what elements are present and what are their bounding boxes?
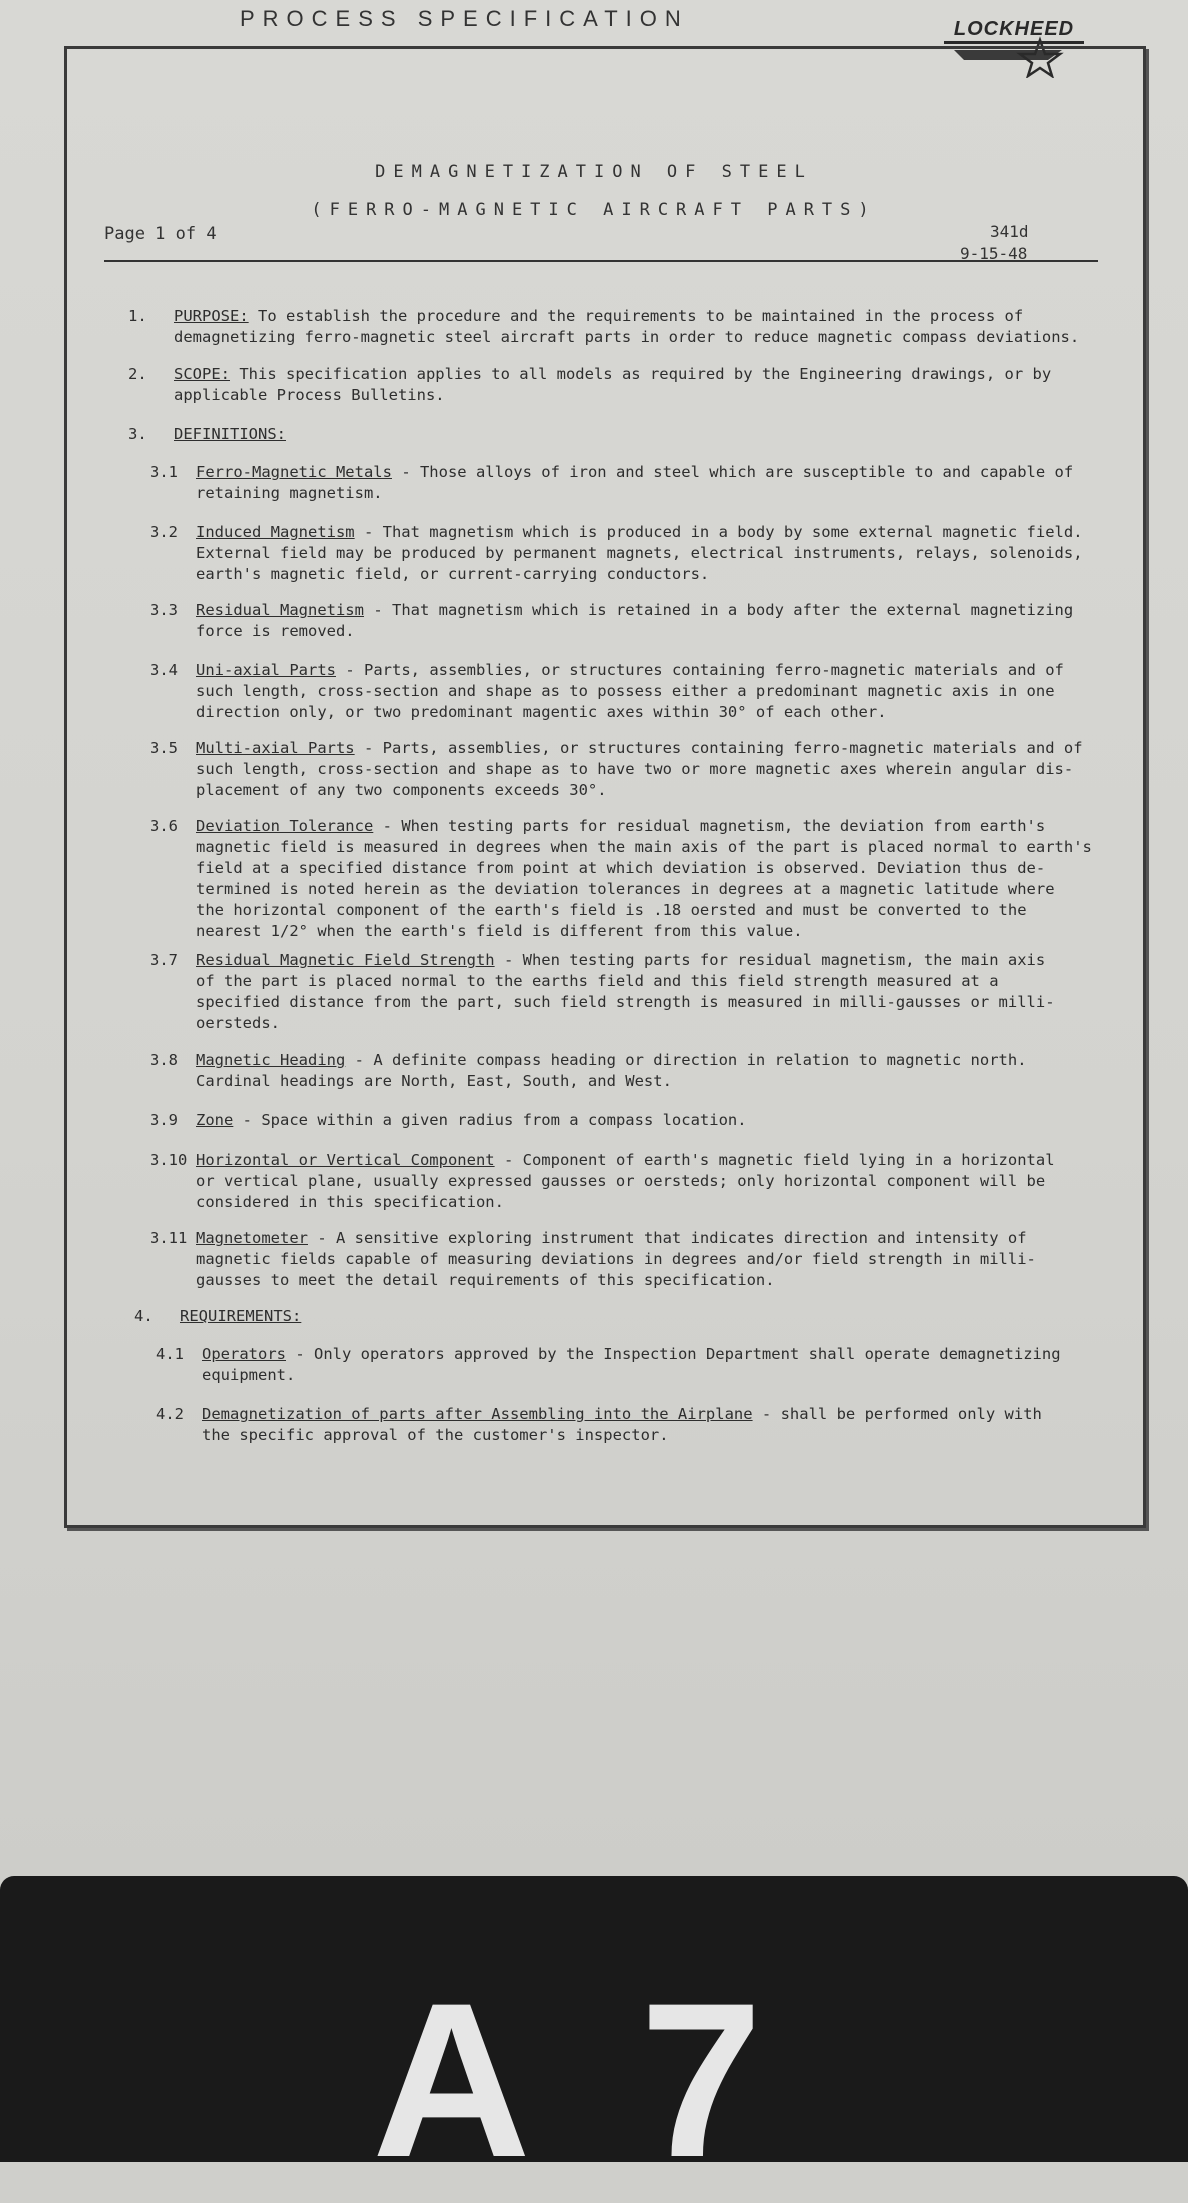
definition-3-3: 3.3 Residual Magnetism - That magnetism which is retained in a body after the external magnetizing force is removed. (150, 601, 1074, 640)
definition-3-1: 3.1 Ferro-Magnetic Metals - Those alloys of iron and steel which are susceptible to and capable of retaining magnetism. (150, 463, 1074, 502)
definition-3-11: 3.11 Magnetometer - A sensitive exploring instrument that indicates direction and intensity of magnetic fields capable of measuring deviations in degrees and/or field strength in milli- gausses to meet the detail requirements of this specification. (150, 1229, 1036, 1289)
section-definitions: 3. DEFINITIONS: (128, 425, 286, 443)
spec-number: 341d (990, 222, 1029, 241)
definition-3-8: 3.8 Magnetic Heading - A definite compass heading or direction in relation to magnetic north. Cardinal headings are North, East, South, and West. (150, 1051, 1027, 1090)
frame-letter: A (372, 1957, 531, 2203)
page-indicator: Page 1 of 4 (104, 224, 217, 244)
definition-3-10: 3.10 Horizontal or Vertical Component - Component of earth's magnetic field lying in a horizontal or vertical plane, usually expressed gausses or oersteds; only horizontal component will be considered in this specification. (150, 1151, 1055, 1211)
film-frame-banner (0, 1876, 1188, 2162)
section-requirements: 4. REQUIREMENTS: (134, 1307, 302, 1325)
frame-number: 7 (640, 1957, 763, 2203)
definition-3-4: 3.4 Uni-axial Parts - Parts, assemblies, or structures containing ferro-magnetic materials and of such length, cross-section and shape as to possess either a predominant magnetic axis in one direction only, or two predominant magentic axes within 30° of each other. (150, 661, 1064, 721)
header-rule (104, 260, 1098, 262)
definition-3-6: 3.6 Deviation Tolerance - When testing parts for residual magnetism, the deviation from earth's magnetic field is measured in degrees when the main axis of the part is placed normal to earth's field at a specified distance from point at which deviation is observed. Deviation thus de- termined is noted herein as the deviation tolerances in degrees at a magnetic latitude where the horizontal component of the earth's field is .18 oersted and must be converted to the nearest 1/2° when the earth's field is different from this value. (150, 817, 1092, 940)
logo-text: LOCKHEED (944, 18, 1084, 44)
section-purpose: 1. PURPOSE: To establish the procedure and the requirements to be maintained in the process of demagnetizing ferro-magnetic steel aircraft parts in order to reduce magnetic compass deviations. (128, 307, 1080, 346)
requirement-4-2: 4.2 Demagnetization of parts after Assembling into the Airplane - shall be performed only with the specific approval of the customer's inspector. (156, 1405, 1042, 1444)
doc-title-line1: DEMAGNETIZATION OF STEEL (375, 162, 813, 182)
section-scope: 2. SCOPE: This specification applies to all models as required by the Engineering drawings, or by applicable Process Bulletins. (128, 365, 1052, 404)
header-title: PROCESS SPECIFICATION (240, 6, 689, 31)
definition-3-2: 3.2 Induced Magnetism - That magnetism which is produced in a body by some external magnetic field. External field may be produced by permanent magnets, electrical instruments, relays, solenoids, earth's magnetic field, or current-carrying conductors. (150, 523, 1083, 583)
definition-3-9: 3.9 Zone - Space within a given radius from a compass location. (150, 1111, 747, 1129)
definition-3-7: 3.7 Residual Magnetic Field Strength - When testing parts for residual magnetism, the main axis of the part is placed normal to the earths field and this field strength measured at a specified distance from the part, such field strength is measured in milli-gausses or milli- oersteds. (150, 951, 1055, 1032)
doc-title-line2: (FERRO-MAGNETIC AIRCRAFT PARTS) (311, 200, 877, 220)
definition-3-5: 3.5 Multi-axial Parts - Parts, assemblies, or structures containing ferro-magnetic materials and of such length, cross-section and shape as to have two or more magnetic axes wherein angular dis- placement of any two components exceeds 30°. (150, 739, 1083, 799)
requirement-4-1: 4.1 Operators - Only operators approved by the Inspection Department shall operate demagnetizing equipment. (156, 1345, 1061, 1384)
spec-date: 9-15-48 (960, 244, 1028, 263)
